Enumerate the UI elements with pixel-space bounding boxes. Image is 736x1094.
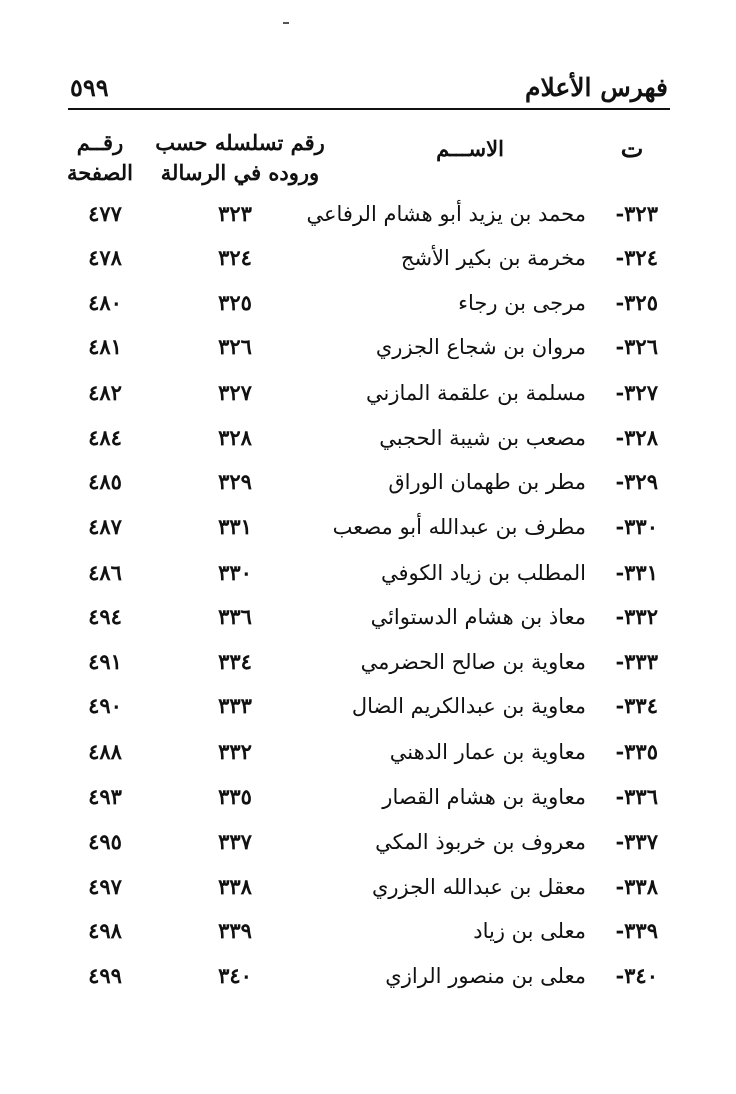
row-name: المطلب بن زياد الكوفي — [381, 561, 586, 585]
row-number: ٣٣١- — [615, 560, 658, 585]
page-number: ٥٩٩ — [70, 73, 109, 102]
row-name: معاذ بن هشام الدستوائي — [370, 605, 586, 629]
row-number: ٣٢٤- — [615, 245, 658, 270]
row-number: ٣٣٩- — [615, 918, 658, 943]
row-name: معقل بن عبدالله الجزري — [371, 875, 586, 899]
row-page: ٤٨٧ — [88, 514, 122, 539]
row-number: ٣٢٥- — [615, 290, 658, 315]
column-header-sequence-text: رقم تسلسله حسب وروده في الرسالة — [155, 130, 325, 185]
table-row — [0, 372, 736, 414]
table-row — [0, 552, 736, 594]
row-number: ٣٢٧- — [615, 380, 658, 405]
row-sequence: ٣٢٧ — [218, 380, 252, 405]
row-name: مخرمة بن بكير الأشج — [400, 246, 586, 270]
row-name: مطرف بن عبدالله أبو مصعب — [332, 515, 586, 539]
row-name: معاوية بن صالح الحضرمي — [360, 650, 586, 674]
row-sequence: ٣٣٩ — [218, 918, 252, 943]
row-number: ٣٢٦- — [615, 334, 658, 359]
row-page: ٤٩٠ — [88, 693, 122, 718]
row-number: ٣٣٦- — [615, 784, 658, 809]
row-sequence: ٣٣٧ — [218, 829, 252, 854]
row-page: ٤٩٨ — [88, 918, 122, 943]
row-number: ٣٣٤- — [615, 693, 658, 718]
table-row — [0, 641, 736, 683]
row-sequence: ٣٣٤ — [218, 649, 252, 674]
page-title: فهرس الأعلام — [524, 73, 668, 102]
row-page: ٤٨٢ — [88, 380, 122, 405]
row-sequence: ٣٢٥ — [218, 290, 252, 315]
row-number: ٣٣٥- — [615, 739, 658, 764]
header-divider — [68, 108, 670, 110]
row-name: مصعب بن شيبة الحجبي — [379, 426, 586, 450]
row-name: معلى بن منصور الرازي — [385, 964, 586, 988]
row-page: ٤٨٠ — [88, 290, 122, 315]
row-sequence: ٣٢٩ — [218, 469, 252, 494]
row-number: ٣٢٣- — [615, 201, 658, 226]
row-sequence: ٣٤٠ — [218, 963, 252, 988]
table-row — [0, 461, 736, 503]
row-name: مسلمة بن علقمة المازني — [366, 381, 586, 405]
row-page: ٤٩٥ — [88, 829, 122, 854]
row-name: معاوية بن عمار الدهني — [389, 740, 586, 764]
table-row — [0, 821, 736, 863]
row-name: مرجى بن رجاء — [458, 291, 586, 315]
column-header-sequence — [150, 128, 330, 188]
row-page: ٤٨٤ — [88, 425, 122, 450]
table-row — [0, 282, 736, 324]
table-row — [0, 326, 736, 368]
table-row — [0, 506, 736, 548]
table-row — [0, 955, 736, 997]
row-name: معاوية بن عبدالكريم الضال — [351, 694, 586, 718]
table-row — [0, 596, 736, 638]
table-row — [0, 193, 736, 235]
row-name: مطر بن طهمان الوراق — [388, 470, 586, 494]
row-page: ٤٨١ — [88, 334, 122, 359]
row-sequence: ٣٣١ — [218, 514, 252, 539]
row-sequence: ٣٣٨ — [218, 874, 252, 899]
row-page: ٤٨٨ — [88, 739, 122, 764]
row-sequence: ٣٢٨ — [218, 425, 252, 450]
table-row — [0, 910, 736, 952]
row-sequence: ٣٢٦ — [218, 334, 252, 359]
row-name: مروان بن شجاع الجزري — [375, 335, 586, 359]
row-sequence: ٣٢٤ — [218, 245, 252, 270]
row-number: ٣٣٧- — [615, 829, 658, 854]
row-sequence: ٣٣٠ — [218, 560, 252, 585]
scan-mark — [283, 22, 289, 24]
row-number: ٣٣٣- — [615, 649, 658, 674]
row-name: معروف بن خربوذ المكي — [375, 830, 586, 854]
row-number: ٣٢٨- — [615, 425, 658, 450]
row-sequence: ٣٣٢ — [218, 739, 252, 764]
row-page: ٤٨٥ — [88, 469, 122, 494]
row-page: ٤٩٩ — [88, 963, 122, 988]
row-number: ٣٤٠- — [615, 963, 658, 988]
column-header-number: ت — [620, 134, 644, 163]
table-row — [0, 417, 736, 459]
row-page: ٤٧٨ — [88, 245, 122, 270]
table-row — [0, 685, 736, 727]
row-name: معلى بن زياد — [473, 919, 586, 943]
column-header-name: الاســـم — [436, 136, 504, 161]
row-page: ٤٧٧ — [88, 201, 122, 226]
row-page: ٤٨٦ — [88, 560, 122, 585]
row-number: ٣٣٢- — [615, 604, 658, 629]
row-sequence: ٣٣٣ — [218, 693, 252, 718]
row-sequence: ٣٣٥ — [218, 784, 252, 809]
table-row — [0, 237, 736, 279]
row-name: محمد بن يزيد أبو هشام الرفاعي — [306, 202, 586, 226]
table-row — [0, 731, 736, 773]
row-number: ٣٣٠- — [615, 514, 658, 539]
row-page: ٤٩٣ — [88, 784, 122, 809]
row-page: ٤٩٧ — [88, 874, 122, 899]
row-page: ٤٩٤ — [88, 604, 122, 629]
row-page: ٤٩١ — [88, 649, 122, 674]
table-row — [0, 866, 736, 908]
column-header-page — [60, 128, 140, 188]
row-number: ٣٢٩- — [615, 469, 658, 494]
column-header-page-text: رقــم الصفحة — [67, 130, 133, 185]
row-name: معاوية بن هشام القصار — [382, 785, 586, 809]
row-number: ٣٣٨- — [615, 874, 658, 899]
row-sequence: ٣٣٦ — [218, 604, 252, 629]
table-row — [0, 776, 736, 818]
row-sequence: ٣٢٣ — [218, 201, 252, 226]
